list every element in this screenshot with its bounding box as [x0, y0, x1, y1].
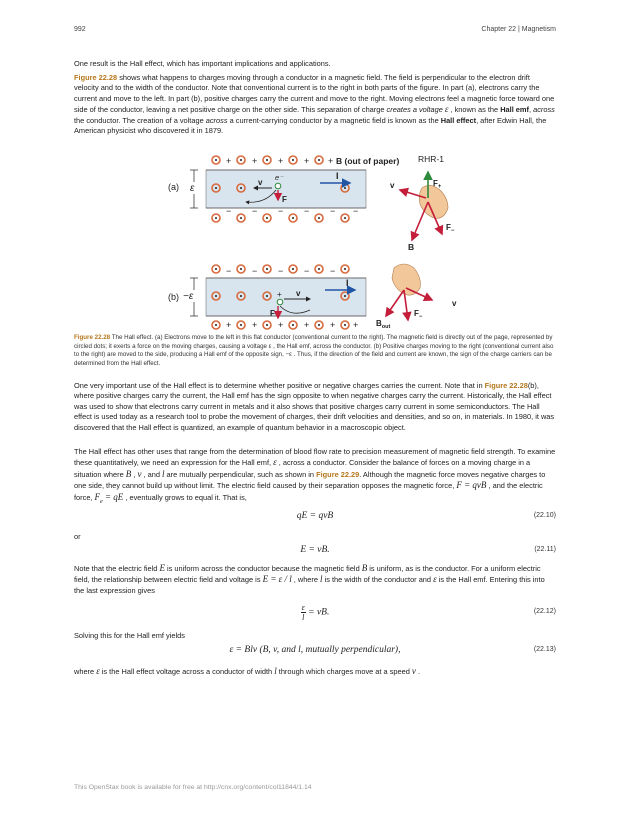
force-label-a: F [282, 195, 287, 204]
figure-caption: Figure 22.28 The Hall effect. (a) Electrons move to the left in this flat conductor (conventional current to the right). The magnetic field is directly out of the page, represented by circled dots; it exerts a force on the moving charges, causing a voltage ε , the Hall emf, across the conductor. (b) Positive charges moving to the right (conventional current also to the right) are moved to the side, producing a Hall emf of the opposite sign, −ε . Thus, if the direction of the field and current are known, the sign of the charge carriers can be determined from the Hall effect. [74, 334, 554, 367]
minus-sign: − [278, 266, 284, 276]
minus-sign: − [226, 206, 232, 216]
minus-sign: − [252, 206, 258, 216]
figure-link[interactable]: Figure 22.28 [484, 381, 528, 390]
minus-sign: − [278, 206, 284, 216]
force-label-b: F [270, 309, 275, 318]
equation-22-12: $\frac{\varepsilon}{l}$ = vB. (22.12) [301, 603, 556, 622]
minus-sign: − [330, 266, 336, 276]
velocity-label-rhr: v [390, 181, 395, 190]
page-number: 992 [74, 26, 86, 33]
or-text: or [74, 532, 81, 541]
equation-22-10: qE = qvB (22.10) [296, 511, 556, 521]
field-label-rhr: B [408, 242, 415, 252]
plus-sign: + [226, 320, 232, 330]
paragraph-3: The Hall effect has other uses that range from the determination of blood flow rate to precision measurement of magnetic field strength. To examine these quantitatively, we need an expression for the Hall emf, ε , across a conductor. Consider the balance of forces on a moving charge in a situation where B , v , and l are mutually perpendicular, such as shown in Figure 22.29. Although the magnetic force moves negative charges to one side, they cannot build up without limit. The electric field caused by their separation opposes the magnetic force, F = qvB , and the electric force, $F_e$ = qE , eventually grows to equal it. That is, [74, 447, 556, 505]
current-label-b: I [346, 278, 349, 288]
minus-sign: − [304, 206, 310, 216]
label-b: (b) [168, 292, 179, 302]
rhr-label: RHR-1 [418, 154, 444, 164]
force-label-plus: $F_+$ [433, 179, 442, 190]
footer-note: This OpenStax book is available for free at http://cnx.org/content/col11844/1.14 [74, 784, 312, 791]
chapter-title: Chapter 22 | Magnetism [481, 26, 556, 33]
plus-sign: + [252, 156, 258, 166]
plus-sign: + [252, 320, 258, 330]
plus-sign: + [304, 320, 310, 330]
field-out-label: $B_{out}$ [376, 319, 391, 330]
figure-link[interactable]: Figure 22.28 [74, 73, 118, 82]
paragraph-2: One very important use of the Hall effect is to determine whether positive or negative charges carries the current. Note that in Figure 22.28(b), where positive charges carry the current, the Hall emf has the sign opposite to when negative charges carry the current. Historically, the Hall effect was used to show that electrons carry current in metals and it also shows that positive charges carry current in some semiconductors. The Hall effect is used today as a research tool to probe the movement of charges, their drift velocities and densities, and so on, in materials. In 1980, it was discovered that the Hall effect is quantized, an example of quantum behavior in a macroscopic object. [74, 381, 555, 432]
emf-label-b: −ε [183, 291, 194, 302]
hall-effect-figure [150, 150, 480, 332]
figure-link[interactable]: Figure 22.29 [316, 469, 360, 479]
paragraph-5: Solving this for the Hall emf yields [74, 631, 185, 640]
velocity-label-a: v [258, 178, 263, 187]
plus-sign: + [353, 320, 359, 330]
equation-22-13: ε = Blv (B, v, and l, mutually perpendicular), (22.13) [229, 645, 556, 655]
plus-sign: + [278, 156, 284, 166]
current-label-a: I [336, 171, 339, 181]
electron-label: e⁻ [275, 173, 284, 182]
plus-sign: + [278, 320, 284, 330]
plus-sign: + [328, 156, 334, 166]
minus-sign: − [226, 266, 232, 276]
plus-sign: + [330, 320, 336, 330]
velocity-label-rhr-b: v [452, 299, 457, 308]
force-label-b2: $F_-$ [414, 309, 423, 320]
force-label-minus: $F_-$ [446, 223, 455, 234]
paragraph-1: Figure 22.28 shows what happens to charges moving through a conductor in a magnetic field. The field is perpendicular to the electron drift velocity and to the width of the conductor. Note that conventional current is to the right in both parts of the figure. In part (a), electrons carry the current and move to the left. In part (b), positive charges carry the current and move to the right. Moving electrons feel a magnetic force toward one side of the conductor, leaving a net positive charge on the other side. This separation of charge creates a voltage ε , known as the Hall emf, across the conductor. The creation of a voltage across a current-carrying conductor by a magnetic field is known as the Hall effect, after Edwin Hall, the American physicist who discovered it in 1879. [74, 73, 555, 136]
plus-sign: + [226, 156, 232, 166]
minus-sign: − [330, 206, 336, 216]
minus-sign: − [252, 266, 258, 276]
label-a: (a) [168, 182, 179, 192]
paragraph-4: Note that the electric field E is uniform across the conductor because the magnetic field B is uniform, as is the conductor. For a uniform electric field, the relationship between electric field and voltage is E = ε / l , where l is the width of the conductor and ε is the Hall emf. Entering this into the last expression gives [74, 563, 545, 595]
paragraph-6: where ε is the Hall effect voltage across a conductor of width l through which charges move at a speed v . [74, 666, 420, 676]
field-label: B (out of paper) [336, 156, 400, 166]
minus-sign: − [353, 206, 359, 216]
emf-label-a: ε [190, 183, 195, 194]
velocity-label-b: v [296, 289, 301, 298]
minus-sign: − [304, 266, 310, 276]
intro-paragraph: One result is the Hall effect, which has important implications and applications. [74, 59, 331, 68]
plus-charge: + [277, 290, 282, 299]
equation-22-11: E = vB. (22.11) [300, 545, 556, 555]
hand-icon-b [392, 264, 420, 295]
plus-sign: + [304, 156, 310, 166]
